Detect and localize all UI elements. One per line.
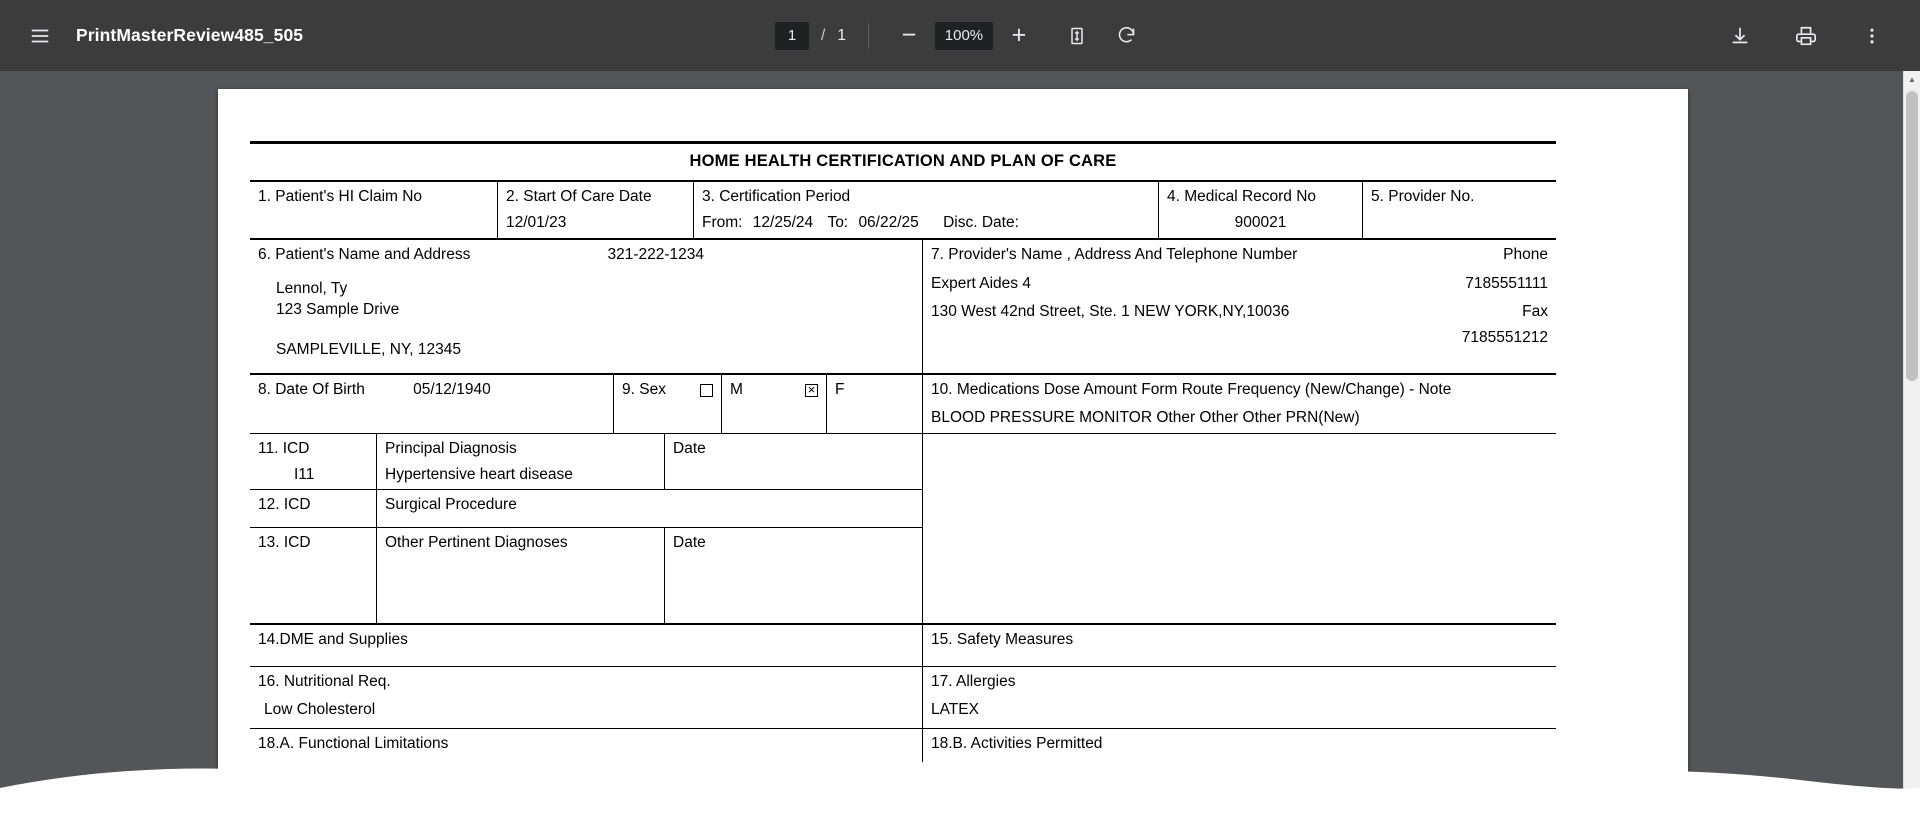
male-row xyxy=(730,380,818,399)
field-12-label: 12. ICD xyxy=(258,495,311,513)
page-number-input[interactable]: 1 xyxy=(775,22,809,50)
field-start-of-care-date xyxy=(497,182,693,239)
field-certification-period xyxy=(693,182,1158,239)
field-nutritional-req xyxy=(250,667,922,728)
surgical-procedure-date-cell xyxy=(664,490,922,527)
field-2-value: 12/01/23 xyxy=(506,214,567,231)
field-allergies xyxy=(922,667,1556,728)
field-11-label: 11. ICD xyxy=(258,440,310,458)
field-date-of-birth xyxy=(250,375,613,433)
vertical-scrollbar[interactable] xyxy=(1903,71,1920,814)
field-sex-female-option xyxy=(826,375,922,433)
field-principal-diagnosis-row xyxy=(250,434,922,489)
field-15-label: 15. Safety Measures xyxy=(931,630,1074,648)
hamburger-menu-icon[interactable] xyxy=(22,18,58,54)
field-dme-and-supplies xyxy=(250,625,922,666)
principal-diagnosis-value: Hypertensive heart disease xyxy=(385,465,573,483)
zoom-level-display[interactable]: 100% xyxy=(935,22,993,50)
field-8-value: 05/12/1940 xyxy=(413,381,491,399)
toolbar-divider xyxy=(868,23,869,49)
field-patient-hi-claim-no xyxy=(250,182,497,239)
patient-name: Lennol, Ty xyxy=(276,279,348,297)
pdf-viewer-area[interactable] xyxy=(0,71,1920,814)
provider-address-row xyxy=(931,293,1548,321)
scrollbar-thumb[interactable] xyxy=(1906,91,1918,381)
cert-from-label: From: xyxy=(702,214,743,231)
field-16-label: 16. Nutritional Req. xyxy=(258,673,391,691)
field-10-value: BLOOD PRESSURE MONITOR Other Other Other PRN(New) xyxy=(931,408,1360,426)
fit-to-page-icon[interactable] xyxy=(1059,18,1095,54)
field-9-label: 9. Sex xyxy=(622,381,666,399)
provider-label-row xyxy=(931,245,1548,264)
pdf-page-1 xyxy=(218,89,1688,814)
sex-label-row xyxy=(622,380,713,399)
other-diagnoses-date-label: Date xyxy=(673,533,706,551)
field-17-value: LATEX xyxy=(931,700,979,718)
field-11-icd xyxy=(250,434,376,489)
field-2-label: 2. Start Of Care Date xyxy=(506,187,652,205)
cert-disc-value xyxy=(1019,214,1025,231)
field-4-value: 900021 xyxy=(1234,214,1287,231)
field-5-value xyxy=(1371,206,1548,213)
bottom-wave-overlay xyxy=(0,754,1920,814)
field-16-value: Low Cholesterol xyxy=(264,700,376,718)
patient-address-2: SAMPLEVILLE, NY, 12345 xyxy=(276,340,461,358)
field-13-icd-value xyxy=(258,552,368,558)
page-total-count: 1 xyxy=(837,26,846,44)
zoom-out-button[interactable]: − xyxy=(901,21,917,49)
provider-phone-value: 7185551111 xyxy=(1465,274,1548,292)
zoom-in-button[interactable]: + xyxy=(1011,21,1027,49)
toolbar-left-group xyxy=(0,18,303,54)
field-13-icd xyxy=(250,528,376,623)
field-12-icd-value xyxy=(258,514,368,520)
field-18a-label: 18.A. Functional Limitations xyxy=(258,735,449,752)
field-18b-label: 18.B. Activities Permitted xyxy=(931,735,1103,752)
provider-name: Expert Aides 4 xyxy=(931,274,1031,292)
principal-diagnosis-date-value xyxy=(673,459,914,465)
diagnoses-left xyxy=(250,434,922,623)
field-1-value xyxy=(258,206,489,213)
field-safety-measures xyxy=(922,625,1556,666)
field-17-label: 17. Allergies xyxy=(931,673,1016,691)
field-5-label: 5. Provider No. xyxy=(1371,187,1475,205)
sex-male-checkbox[interactable] xyxy=(700,384,713,397)
sex-female-checkbox[interactable] xyxy=(805,384,818,397)
field-4-label: 4. Medical Record No xyxy=(1167,187,1317,205)
field-7-label: 7. Provider's Name , Address And Telephone Number xyxy=(931,246,1298,264)
rotate-clockwise-icon[interactable] xyxy=(1109,18,1145,54)
field-patient-name-address xyxy=(250,240,922,373)
cert-disc-label: Disc. Date: xyxy=(943,214,1019,231)
cert-to-label: To: xyxy=(827,214,849,231)
toolbar-center-group xyxy=(750,18,1170,54)
field-6-label: 6. Patient's Name and Address xyxy=(258,246,471,264)
field-13-label: 13. ICD xyxy=(258,533,311,551)
principal-diagnosis-date-label: Date xyxy=(673,440,706,458)
provider-fax-value: 7185551212 xyxy=(1461,328,1548,346)
other-diagnoses-cell xyxy=(376,528,664,623)
surgical-procedure-label: Surgical Procedure xyxy=(385,495,517,513)
provider-name-row xyxy=(931,265,1548,293)
field-medications xyxy=(922,375,1556,433)
more-vertical-icon[interactable] xyxy=(1854,18,1890,54)
field-3-label: 3. Certification Period xyxy=(702,187,851,205)
cert-to-value: 06/22/25 xyxy=(858,214,919,231)
field-3-dates xyxy=(702,206,1150,232)
principal-diagnosis-date-cell xyxy=(664,434,922,489)
print-icon[interactable] xyxy=(1788,18,1824,54)
patient-phone: 321-222-1234 xyxy=(607,246,704,264)
patient-address-1: 123 Sample Drive xyxy=(276,301,400,319)
field-12-icd xyxy=(250,490,376,527)
other-diagnoses-date-cell xyxy=(664,528,922,623)
field-14-value xyxy=(258,649,914,657)
form-row-2 xyxy=(250,238,1556,373)
principal-diagnosis-cell xyxy=(376,434,664,489)
cms-485-form xyxy=(250,141,1556,762)
form-row-16-17 xyxy=(250,666,1556,728)
cert-from-value: 12/25/24 xyxy=(752,214,814,231)
field-other-diagnoses-row xyxy=(250,527,922,623)
principal-diagnosis-label: Principal Diagnosis xyxy=(385,440,517,458)
form-title: HOME HEALTH CERTIFICATION AND PLAN OF CARE xyxy=(689,152,1117,170)
scroll-up-arrow-icon[interactable]: ▲ xyxy=(1908,75,1916,84)
toolbar-right-group xyxy=(1722,18,1920,54)
wave-path-white xyxy=(0,769,1920,814)
field-provider-info xyxy=(922,240,1556,373)
form-row-3 xyxy=(250,373,1556,433)
field-provider-no xyxy=(1362,182,1556,239)
field-8-label: 8. Date Of Birth xyxy=(258,381,365,399)
form-row-1 xyxy=(250,180,1556,239)
field-1-label: 1. Patient's HI Claim No xyxy=(258,187,423,205)
sex-female-label: F xyxy=(835,381,845,399)
field-14-label: 14.DME and Supplies xyxy=(258,630,408,648)
patient-label-row xyxy=(258,245,914,264)
field-sex-male-option xyxy=(721,375,826,433)
surgical-procedure-cell xyxy=(376,490,664,527)
document-title: PrintMasterReview485_505 xyxy=(76,25,304,45)
provider-address: 130 West 42nd Street, Ste. 1 NEW YORK,NY,10036 xyxy=(931,303,1290,321)
other-diagnoses-label: Other Pertinent Diagnoses xyxy=(385,533,568,551)
field-10-label: 10. Medications Dose Amount Form Route Frequency (New/Change) - Note xyxy=(931,381,1452,399)
pdf-viewer-toolbar xyxy=(0,0,1920,71)
form-row-14-15 xyxy=(250,623,1556,666)
field-sex xyxy=(613,375,721,433)
provider-phone-label: Phone xyxy=(1503,246,1548,264)
provider-fax-label: Fax xyxy=(1522,303,1548,321)
field-medical-record-no xyxy=(1158,182,1362,239)
download-icon[interactable] xyxy=(1722,18,1758,54)
field-11-icd-value: I11 xyxy=(294,465,315,483)
sex-male-label: M xyxy=(730,381,743,399)
page-separator: / xyxy=(821,26,826,44)
field-surgical-procedure-row xyxy=(250,489,922,527)
form-diagnoses-block xyxy=(250,433,1556,623)
field-15-value xyxy=(931,649,1548,657)
diagnoses-right-spacer xyxy=(922,434,1556,623)
